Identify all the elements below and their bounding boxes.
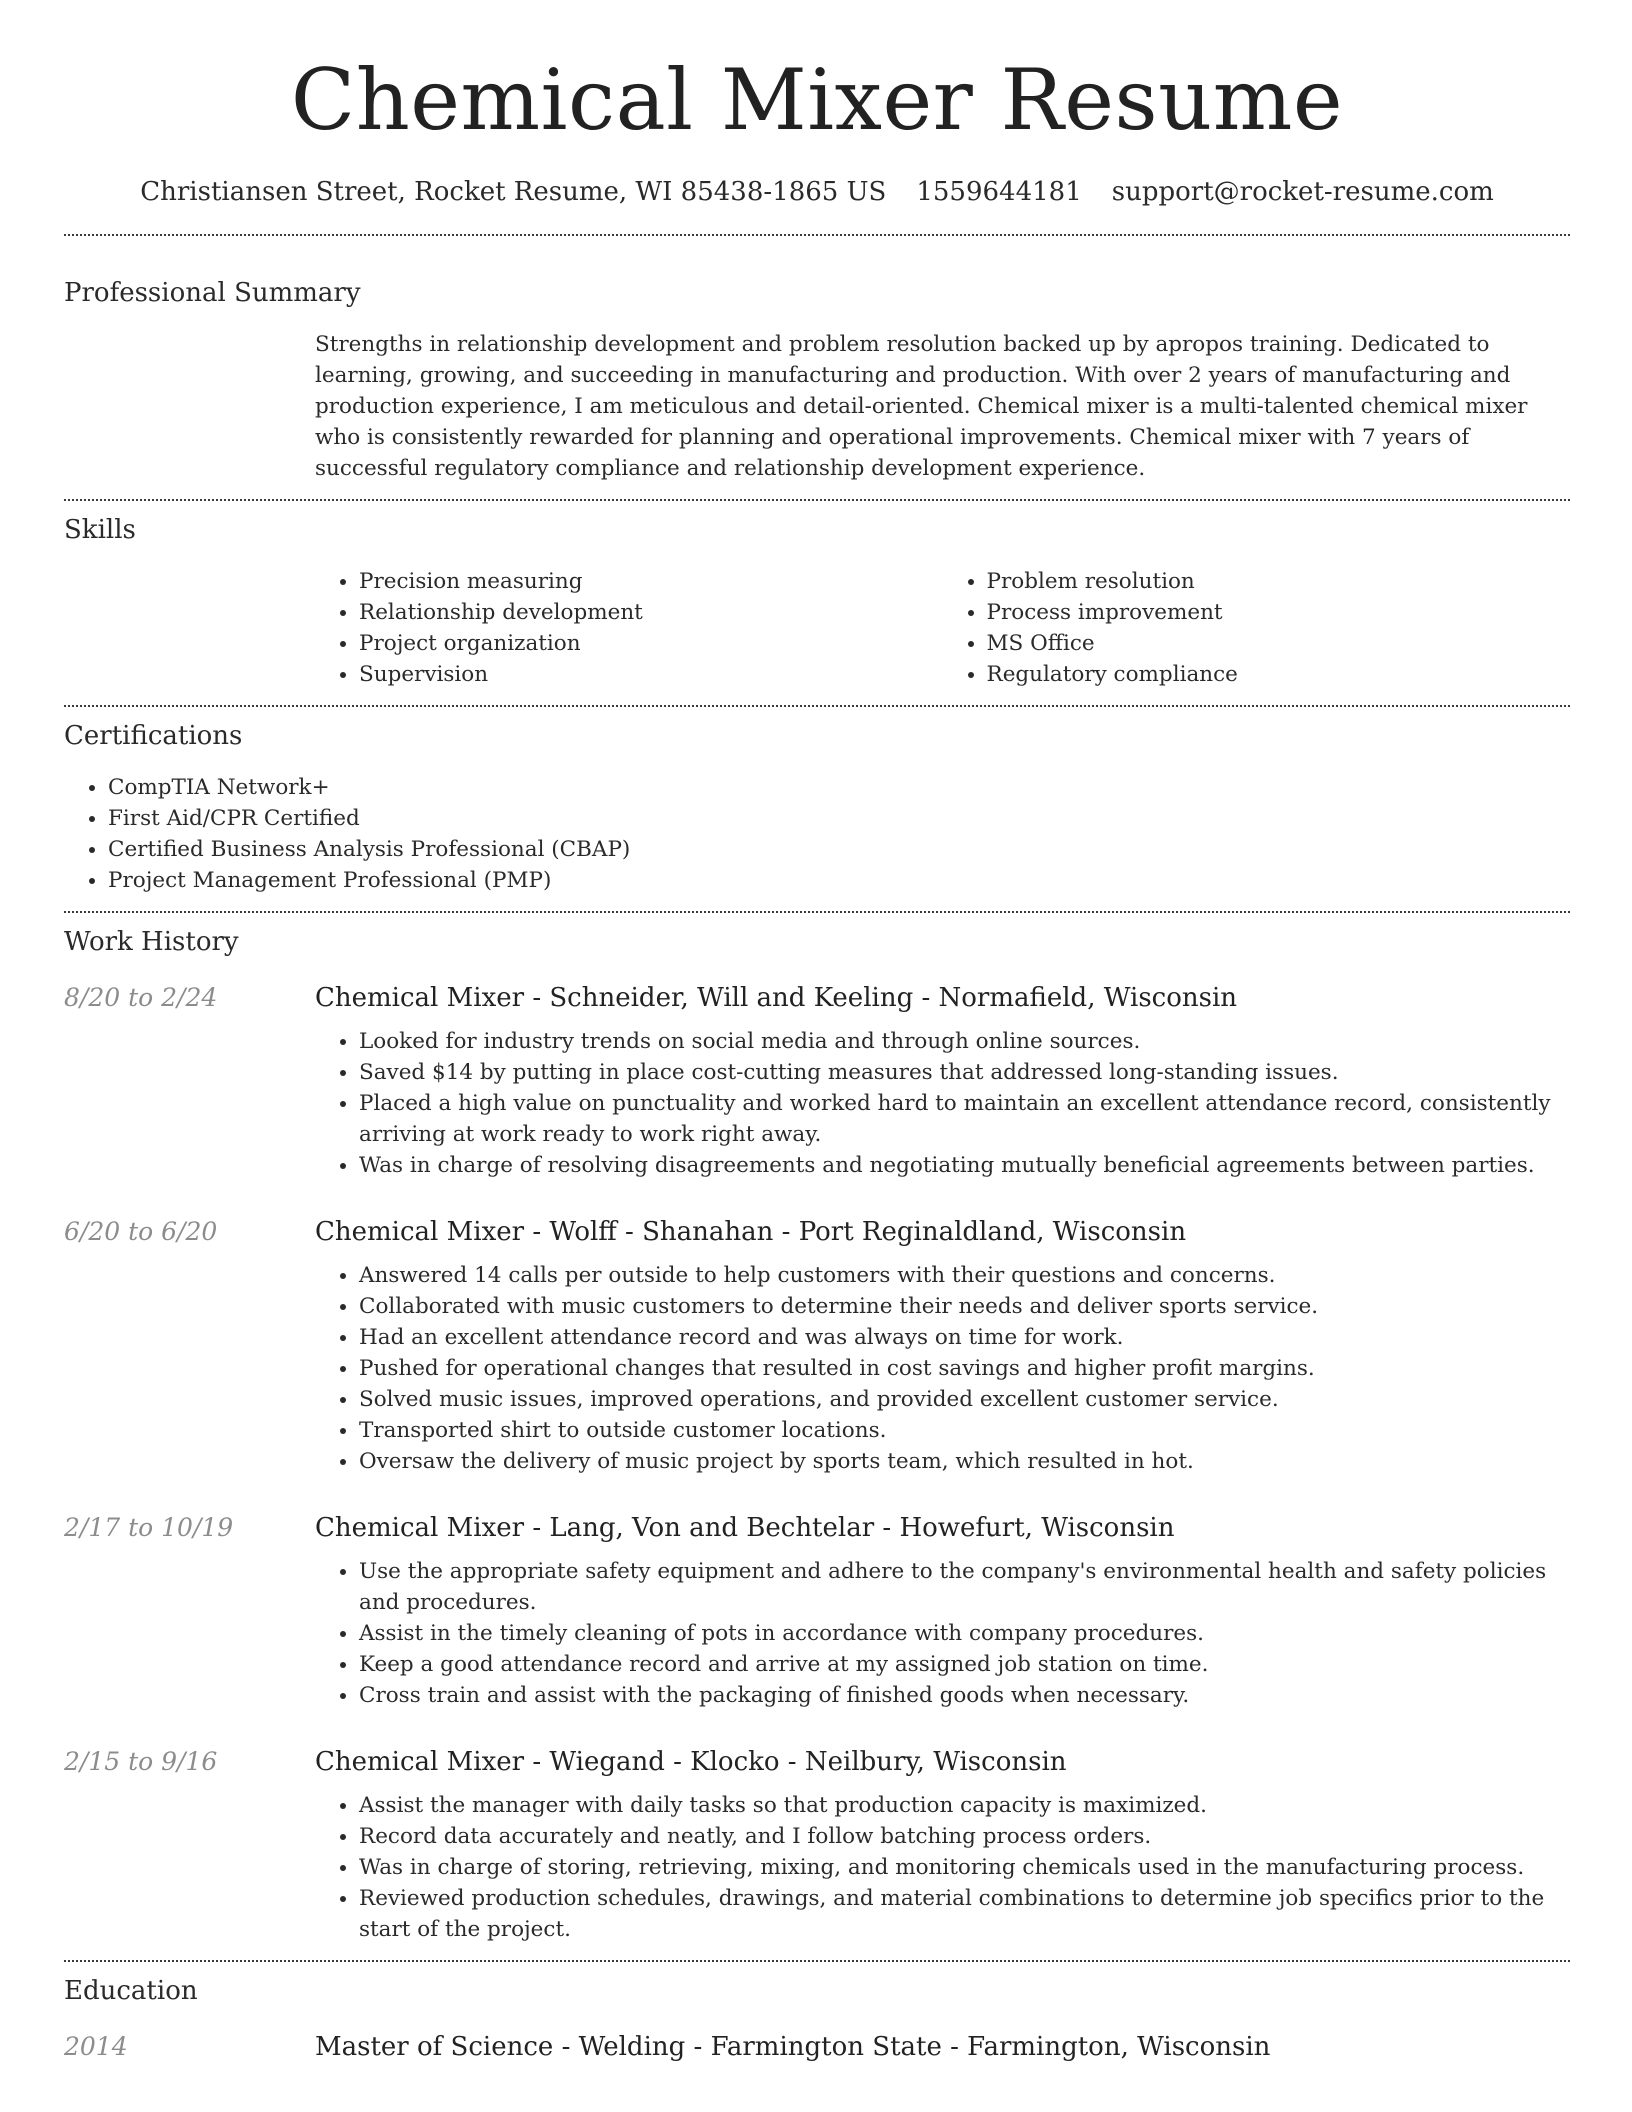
job-entry <box>64 1744 1570 1945</box>
skills-heading: Skills <box>64 515 136 545</box>
skills-left-column <box>315 566 943 690</box>
job-bullet: • Was in charge of resolving disagreements and negotiating mutually beneficial agreements between parties. <box>359 1150 1570 1181</box>
job-dates: 6/20 to 6/20 <box>64 1217 218 1246</box>
job-title: Chemical Mixer - Schneider, Will and Keeling - Normafield, Wisconsin <box>315 983 1238 1013</box>
job-bullet: • Was in charge of storing, retrieving, mixing, and monitoring chemicals used in the manufacturing process. <box>359 1852 1570 1883</box>
summary-heading: Professional Summary <box>64 278 361 308</box>
job-entry <box>64 1214 1570 1477</box>
education-year: 2014 <box>64 2032 128 2061</box>
job-bullets <box>315 1790 1570 1945</box>
job-bullet: • Oversaw the delivery of music project by sports team, which resulted in hot. <box>359 1446 1570 1477</box>
job-bullet: • Looked for industry trends on social media and through online sources. <box>359 1026 1570 1057</box>
job-title: Chemical Mixer - Wolff - Shanahan - Port Reginaldland, Wisconsin <box>315 1217 1187 1247</box>
job-dates: 2/15 to 9/16 <box>64 1747 218 1776</box>
contact-phone: 1559644181 <box>916 177 1082 207</box>
job-bullet: • Transported shirt to outside customer locations. <box>359 1415 1570 1446</box>
certification-item: • First Aid/CPR Certified <box>108 803 1570 834</box>
contact-email[interactable]: support@rocket-resume.com <box>1111 177 1494 207</box>
skill-item: • Project organization <box>359 628 943 659</box>
job-bullet: • Saved $14 by putting in place cost-cutting measures that addressed long-standing issues. <box>359 1057 1570 1088</box>
job-bullet: • Record data accurately and neatly, and I follow batching process orders. <box>359 1821 1570 1852</box>
skill-item: • Relationship development <box>359 597 943 628</box>
contact-address: Christiansen Street, Rocket Resume, WI 85438-1865 US <box>140 177 887 207</box>
job-bullet: • Had an excellent attendance record and was always on time for work. <box>359 1322 1570 1353</box>
skill-item: • Supervision <box>359 659 943 690</box>
work-history-heading: Work History <box>64 927 239 957</box>
job-entry <box>64 1510 1570 1711</box>
skills-list <box>315 566 1570 690</box>
job-bullet: • Use the appropriate safety equipment and adhere to the company's environmental health and safety policies and procedures. <box>359 1556 1570 1618</box>
job-title: Chemical Mixer - Wiegand - Klocko - Neilbury, Wisconsin <box>315 1747 1067 1777</box>
certification-item: • Project Management Professional (PMP) <box>108 865 1570 896</box>
job-dates: 8/20 to 2/24 <box>64 983 218 1012</box>
job-bullet: • Pushed for operational changes that resulted in cost savings and higher profit margins. <box>359 1353 1570 1384</box>
job-bullet: • Cross train and assist with the packaging of finished goods when necessary. <box>359 1680 1570 1711</box>
contact-line <box>64 172 1570 212</box>
skill-item: • Regulatory compliance <box>987 659 1571 690</box>
resume-title: Chemical Mixer Resume <box>290 51 1344 149</box>
skills-right-column <box>943 566 1571 690</box>
education-title: Master of Science - Welding - Farmington State - Farmington, Wisconsin <box>315 2032 1271 2062</box>
education-heading: Education <box>64 1976 198 2006</box>
summary-divider <box>64 499 1570 501</box>
certification-item: • CompTIA Network+ <box>108 772 1570 803</box>
job-bullet: • Assist the manager with daily tasks so that production capacity is maximized. <box>359 1790 1570 1821</box>
certifications-list <box>64 772 1570 896</box>
job-bullets <box>315 1260 1570 1477</box>
skill-item: • MS Office <box>987 628 1571 659</box>
job-dates: 2/17 to 10/19 <box>64 1513 234 1542</box>
job-bullet: • Reviewed production schedules, drawings, and material combinations to determine job specifics prior to the start of the project. <box>359 1883 1570 1945</box>
job-bullet: • Collaborated with music customers to determine their needs and deliver sports service. <box>359 1291 1570 1322</box>
certification-item: • Certified Business Analysis Professional (CBAP) <box>108 834 1570 865</box>
job-bullets <box>315 1556 1570 1711</box>
summary-text: Strengths in relationship development and problem resolution backed up by apropos training. Dedicated to learning, growing, and succeeding in manufacturing and production. With over 2 years of manufacturing and production experience, I am meticulous and detail-oriented. Chemical mixer is a multi-talented chemical mixer who is consistently rewarded for planning and operational improvements. Chemical mixer with 7 years of successful regulatory compliance and relationship development experience. <box>315 332 1528 481</box>
job-title: Chemical Mixer - Lang, Von and Bechtelar - Howefurt, Wisconsin <box>315 1513 1175 1543</box>
job-bullets <box>315 1026 1570 1181</box>
job-bullet: • Assist in the timely cleaning of pots in accordance with company procedures. <box>359 1618 1570 1649</box>
job-bullet: • Placed a high value on punctuality and worked hard to maintain an excellent attendance record, consistently arriving at work ready to work right away. <box>359 1088 1570 1150</box>
header-divider <box>64 234 1570 236</box>
skill-item: • Process improvement <box>987 597 1571 628</box>
certifications-heading: Certifications <box>64 721 243 751</box>
job-bullet: • Answered 14 calls per outside to help customers with their questions and concerns. <box>359 1260 1570 1291</box>
skill-item: • Precision measuring <box>359 566 943 597</box>
work-history-divider <box>64 1960 1570 1962</box>
certifications-divider <box>64 911 1570 913</box>
skills-divider <box>64 705 1570 707</box>
skill-item: • Problem resolution <box>987 566 1571 597</box>
job-bullet: • Solved music issues, improved operations, and provided excellent customer service. <box>359 1384 1570 1415</box>
job-bullet: • Keep a good attendance record and arrive at my assigned job station on time. <box>359 1649 1570 1680</box>
resume-page <box>64 0 1570 2065</box>
job-entry <box>64 980 1570 1181</box>
education-entry <box>64 2029 1570 2065</box>
